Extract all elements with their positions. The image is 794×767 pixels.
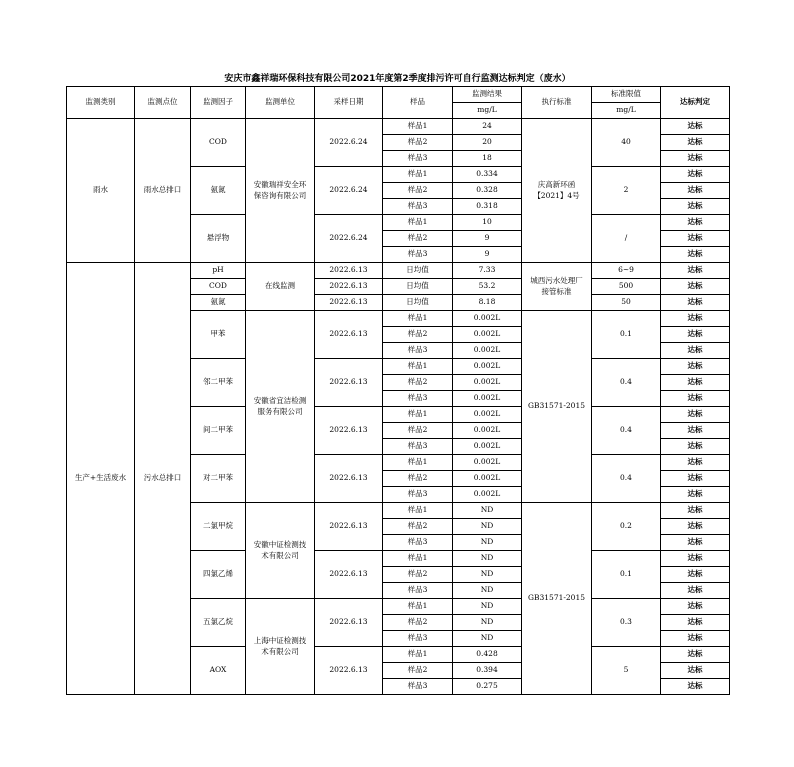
sample-cell: 样品2 <box>383 135 453 151</box>
sample-cell: 样品3 <box>383 151 453 167</box>
verdict-cell: 达标 <box>661 247 730 263</box>
header-verdict: 达标判定 <box>661 87 730 119</box>
result-cell: 0.002L <box>453 487 522 503</box>
result-cell: 0.394 <box>453 663 522 679</box>
date-cell: 2022.6.24 <box>315 119 383 167</box>
result-cell: 0.002L <box>453 471 522 487</box>
standard-gb31571: GB31571-2015 <box>522 311 592 503</box>
limit-cell: 0.1 <box>592 311 661 359</box>
sample-cell: 样品1 <box>383 167 453 183</box>
sample-cell: 样品2 <box>383 567 453 583</box>
compliance-table <box>66 86 730 695</box>
verdict-cell: 达标 <box>661 359 730 375</box>
verdict-cell: 达标 <box>661 599 730 615</box>
verdict-cell: 达标 <box>661 455 730 471</box>
sample-cell: 样品2 <box>383 519 453 535</box>
limit-cell: 0.1 <box>592 551 661 599</box>
sample-cell: 样品1 <box>383 599 453 615</box>
standard-gb31571: GB31571-2015 <box>522 503 592 695</box>
date-cell: 2022.6.13 <box>315 359 383 407</box>
result-cell: 9 <box>453 231 522 247</box>
verdict-cell: 达标 <box>661 295 730 311</box>
date-cell: 2022.6.13 <box>315 295 383 311</box>
verdict-cell: 达标 <box>661 215 730 231</box>
header-category: 监测类别 <box>67 87 135 119</box>
sample-cell: 样品2 <box>383 615 453 631</box>
result-cell: ND <box>453 503 522 519</box>
sample-cell: 样品1 <box>383 359 453 375</box>
header-point: 监测点位 <box>135 87 191 119</box>
factor-cell: pH <box>191 263 246 279</box>
verdict-cell: 达标 <box>661 615 730 631</box>
verdict-cell: 达标 <box>661 519 730 535</box>
limit-cell: / <box>592 215 661 263</box>
result-cell: 0.328 <box>453 183 522 199</box>
sample-cell: 样品3 <box>383 679 453 695</box>
result-cell: 0.002L <box>453 375 522 391</box>
sample-cell: 样品1 <box>383 119 453 135</box>
date-cell: 2022.6.24 <box>315 167 383 215</box>
limit-cell: 0.4 <box>592 407 661 455</box>
verdict-cell: 达标 <box>661 263 730 279</box>
result-cell: 0.428 <box>453 647 522 663</box>
result-cell: 0.002L <box>453 327 522 343</box>
factor-cell: AOX <box>191 647 246 695</box>
limit-cell: 500 <box>592 279 661 295</box>
result-cell: 9 <box>453 247 522 263</box>
sample-cell: 样品3 <box>383 391 453 407</box>
verdict-cell: 达标 <box>661 279 730 295</box>
header-result-unit: mg/L <box>453 103 522 119</box>
result-cell: 0.318 <box>453 199 522 215</box>
date-cell: 2022.6.13 <box>315 455 383 503</box>
unit-anhui-ruixiang: 安徽瑞祥安全环保咨询有限公司 <box>246 119 315 263</box>
factor-cell: COD <box>191 119 246 167</box>
standard-gaoxin: 庆高新环函【2021】4号 <box>522 119 592 263</box>
result-cell: ND <box>453 599 522 615</box>
verdict-cell: 达标 <box>661 663 730 679</box>
sample-cell: 样品1 <box>383 503 453 519</box>
sample-cell: 日均值 <box>383 295 453 311</box>
result-cell: 0.002L <box>453 439 522 455</box>
result-cell: ND <box>453 567 522 583</box>
sample-cell: 样品1 <box>383 647 453 663</box>
verdict-cell: 达标 <box>661 231 730 247</box>
document-title: 安庆市鑫祥瑞环保科技有限公司2021年度第2季度排污许可自行监测达标判定（废水） <box>224 74 571 84</box>
sample-cell: 样品1 <box>383 311 453 327</box>
limit-cell: 0.2 <box>592 503 661 551</box>
sample-cell: 样品1 <box>383 215 453 231</box>
verdict-cell: 达标 <box>661 679 730 695</box>
unit-anhui-zhongzheng: 安徽中证检测技术有限公司 <box>246 503 315 599</box>
sample-cell: 样品1 <box>383 407 453 423</box>
header-result: 监测结果 <box>453 87 522 103</box>
result-cell: 0.002L <box>453 423 522 439</box>
verdict-cell: 达标 <box>661 183 730 199</box>
table-row <box>67 263 730 279</box>
verdict-cell: 达标 <box>661 423 730 439</box>
date-cell: 2022.6.13 <box>315 551 383 599</box>
sample-cell: 样品2 <box>383 183 453 199</box>
verdict-cell: 达标 <box>661 567 730 583</box>
header-unit: 监测单位 <box>246 87 315 119</box>
result-cell: ND <box>453 551 522 567</box>
result-cell: 18 <box>453 151 522 167</box>
date-cell: 2022.6.24 <box>315 215 383 263</box>
verdict-cell: 达标 <box>661 487 730 503</box>
factor-cell: 五氯乙烷 <box>191 599 246 647</box>
limit-cell: 40 <box>592 119 661 167</box>
result-cell: ND <box>453 535 522 551</box>
standard-chengxi: 城西污水处理厂接管标准 <box>522 263 592 311</box>
limit-cell: 6~9 <box>592 263 661 279</box>
header-date: 采样日期 <box>315 87 383 119</box>
category-rain: 雨水 <box>67 119 135 263</box>
unit-shanghai-zhongzheng: 上海中证检测技术有限公司 <box>246 599 315 695</box>
sample-cell: 样品1 <box>383 551 453 567</box>
factor-cell: 氨氮 <box>191 167 246 215</box>
sample-cell: 样品2 <box>383 663 453 679</box>
date-cell: 2022.6.13 <box>315 311 383 359</box>
category-production: 生产+生活废水 <box>67 263 135 695</box>
limit-cell: 5 <box>592 647 661 695</box>
result-cell: 53.2 <box>453 279 522 295</box>
unit-online: 在线监测 <box>246 263 315 311</box>
date-cell: 2022.6.13 <box>315 599 383 647</box>
result-cell: 10 <box>453 215 522 231</box>
verdict-cell: 达标 <box>661 135 730 151</box>
limit-cell: 0.3 <box>592 599 661 647</box>
sample-cell: 日均值 <box>383 263 453 279</box>
result-cell: 7.33 <box>453 263 522 279</box>
header-limit-unit: mg/L <box>592 103 661 119</box>
header-sample: 样品 <box>383 87 453 119</box>
verdict-cell: 达标 <box>661 151 730 167</box>
sample-cell: 样品3 <box>383 535 453 551</box>
verdict-cell: 达标 <box>661 167 730 183</box>
result-cell: 8.18 <box>453 295 522 311</box>
result-cell: ND <box>453 631 522 647</box>
factor-cell: 氨氮 <box>191 295 246 311</box>
sample-cell: 样品3 <box>383 439 453 455</box>
result-cell: ND <box>453 583 522 599</box>
date-cell: 2022.6.13 <box>315 279 383 295</box>
result-cell: ND <box>453 519 522 535</box>
verdict-cell: 达标 <box>661 343 730 359</box>
factor-cell: 间二甲苯 <box>191 407 246 455</box>
result-cell: 24 <box>453 119 522 135</box>
verdict-cell: 达标 <box>661 503 730 519</box>
result-cell: 0.334 <box>453 167 522 183</box>
result-cell: 0.002L <box>453 391 522 407</box>
verdict-cell: 达标 <box>661 407 730 423</box>
result-cell: 0.002L <box>453 359 522 375</box>
limit-cell: 2 <box>592 167 661 215</box>
sample-cell: 日均值 <box>383 279 453 295</box>
verdict-cell: 达标 <box>661 471 730 487</box>
result-cell: 0.275 <box>453 679 522 695</box>
verdict-cell: 达标 <box>661 119 730 135</box>
result-cell: 20 <box>453 135 522 151</box>
verdict-cell: 达标 <box>661 391 730 407</box>
table-row <box>67 119 730 135</box>
factor-cell: 对二甲苯 <box>191 455 246 503</box>
verdict-cell: 达标 <box>661 327 730 343</box>
sample-cell: 样品2 <box>383 471 453 487</box>
verdict-cell: 达标 <box>661 647 730 663</box>
date-cell: 2022.6.13 <box>315 503 383 551</box>
point-rain-outlet: 雨水总排口 <box>135 119 191 263</box>
factor-cell: 二氯甲烷 <box>191 503 246 551</box>
verdict-cell: 达标 <box>661 631 730 647</box>
verdict-cell: 达标 <box>661 439 730 455</box>
verdict-cell: 达标 <box>661 551 730 567</box>
sample-cell: 样品3 <box>383 583 453 599</box>
sample-cell: 样品3 <box>383 631 453 647</box>
sample-cell: 样品2 <box>383 231 453 247</box>
verdict-cell: 达标 <box>661 311 730 327</box>
unit-anhui-hongjie: 安徽省宜洁检测服务有限公司 <box>246 311 315 503</box>
verdict-cell: 达标 <box>661 583 730 599</box>
factor-cell: 邻二甲苯 <box>191 359 246 407</box>
verdict-cell: 达标 <box>661 535 730 551</box>
sample-cell: 样品1 <box>383 455 453 471</box>
factor-cell: 四氯乙烯 <box>191 551 246 599</box>
header-standard: 执行标准 <box>522 87 592 119</box>
limit-cell: 50 <box>592 295 661 311</box>
factor-cell: COD <box>191 279 246 295</box>
date-cell: 2022.6.13 <box>315 407 383 455</box>
sample-cell: 样品3 <box>383 343 453 359</box>
verdict-cell: 达标 <box>661 199 730 215</box>
sample-cell: 样品2 <box>383 423 453 439</box>
sample-cell: 样品3 <box>383 247 453 263</box>
date-cell: 2022.6.13 <box>315 647 383 695</box>
sample-cell: 样品3 <box>383 199 453 215</box>
limit-cell: 0.4 <box>592 455 661 503</box>
sample-cell: 样品2 <box>383 327 453 343</box>
result-cell: 0.002L <box>453 407 522 423</box>
result-cell: ND <box>453 615 522 631</box>
sample-cell: 样品2 <box>383 375 453 391</box>
header-factor: 监测因子 <box>191 87 246 119</box>
limit-cell: 0.4 <box>592 359 661 407</box>
result-cell: 0.002L <box>453 343 522 359</box>
verdict-cell: 达标 <box>661 375 730 391</box>
result-cell: 0.002L <box>453 455 522 471</box>
factor-cell: 悬浮物 <box>191 215 246 263</box>
date-cell: 2022.6.13 <box>315 263 383 279</box>
result-cell: 0.002L <box>453 311 522 327</box>
header-limit: 标准限值 <box>592 87 661 103</box>
sample-cell: 样品3 <box>383 487 453 503</box>
factor-cell: 甲苯 <box>191 311 246 359</box>
point-sewage-outlet: 污水总排口 <box>135 263 191 695</box>
